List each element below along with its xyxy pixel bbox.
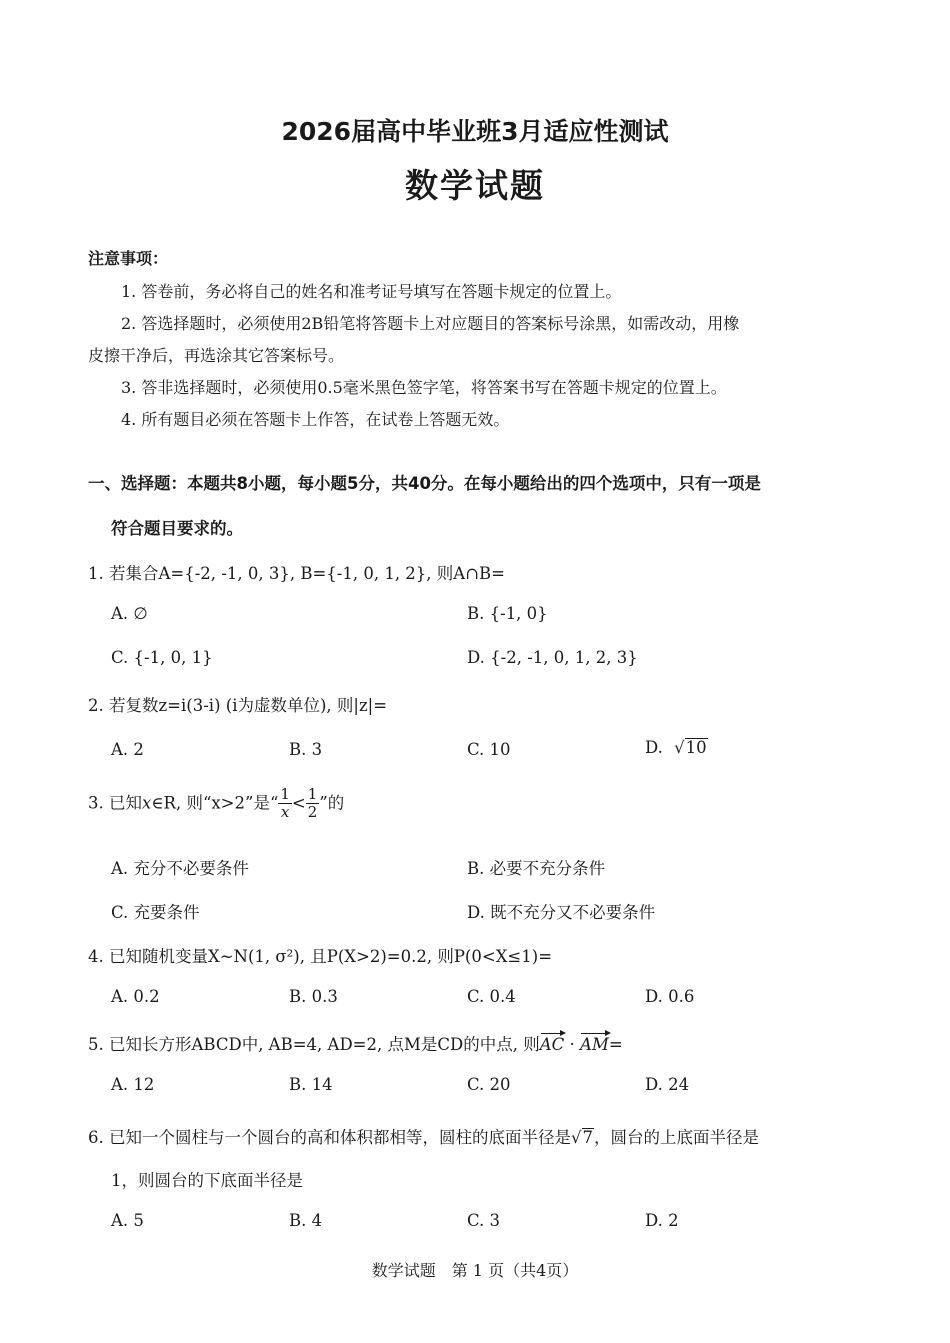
q4-option-a: A. 0.2 — [111, 987, 160, 1006]
q1-option-b: B. {-1, 0} — [467, 604, 548, 623]
question-2: 2. 若复数z=i(3-i) (i为虚数单位), 则|z|= — [88, 696, 388, 715]
q3-fraction-1 — [278, 786, 292, 822]
q6-text-2: ，圆台的上底面半径是 — [594, 1128, 760, 1147]
q4-option-b: B. 0.3 — [289, 987, 338, 1006]
q3-suffix: ”的 — [319, 793, 345, 813]
sqrt-symbol: √ — [674, 738, 685, 757]
q2-option-d-radicand: 10 — [685, 738, 707, 757]
notes-heading: 注意事项： — [88, 249, 169, 268]
q3-option-b: B. 必要不充分条件 — [467, 859, 606, 878]
question-6 — [88, 1124, 759, 1148]
vector-am: AM — [580, 1035, 609, 1054]
q3-condition: ∈R, 则“x>2”是“ — [151, 793, 279, 813]
q4-option-d: D. 0.6 — [645, 987, 695, 1006]
q6-option-d: D. 2 — [645, 1211, 679, 1230]
q5-dot: · — [564, 1035, 581, 1054]
q3-var: x — [142, 793, 152, 813]
question-5 — [88, 1031, 623, 1055]
question-6-cont: 1，则圆台的下底面半径是 — [111, 1171, 303, 1190]
q6-radicand: 7 — [582, 1128, 594, 1147]
question-3 — [88, 786, 344, 822]
q2-option-d — [645, 738, 708, 757]
q6-option-a: A. 5 — [111, 1211, 144, 1230]
note-item-3: 3. 答非选择题时，必须使用0.5毫米黑色签字笔，将答案书写在答题卡规定的位置上。 — [121, 378, 727, 397]
note-item-4: 4. 所有题目必须在答题卡上作答，在试卷上答题无效。 — [121, 410, 510, 429]
exam-title: 2026届高中毕业班3月适应性测试 — [281, 117, 669, 146]
q3-frac1-num: 1 — [280, 785, 290, 803]
question-4: 4. 已知随机变量X~N(1, σ²), 且P(X>2)=0.2, 则P(0<X≤1)= — [88, 947, 553, 966]
q3-lt: < — [291, 793, 306, 813]
q5-option-a: A. 12 — [111, 1075, 155, 1094]
q2-option-a: A. 2 — [111, 740, 144, 759]
q6-option-b: B. 4 — [289, 1211, 323, 1230]
q6-option-c: C. 3 — [467, 1211, 501, 1230]
note-item-1: 1. 答卷前，务必将自己的姓名和准考证号填写在答题卡规定的位置上。 — [121, 282, 622, 301]
question-1: 1. 若集合A={-2, -1, 0, 3}, B={-1, 0, 1, 2}, 则A∩B= — [88, 564, 505, 583]
note-item-2-cont: 皮擦干净后，再选涂其它答案标号。 — [88, 346, 345, 365]
q6-text-1: 6. 已知一个圆柱与一个圆台的高和体积都相等，圆柱的底面半径是 — [88, 1128, 571, 1147]
q5-eq: = — [608, 1035, 623, 1054]
q3-prefix: 3. 已知 — [88, 793, 142, 813]
q1-option-c: C. {-1, 0, 1} — [111, 648, 213, 667]
q3-frac2-num: 1 — [307, 785, 318, 803]
q2-option-d-label: D. — [645, 738, 663, 757]
section-heading-cont: 符合题目要求的。 — [111, 519, 243, 538]
q1-option-d: D. {-2, -1, 0, 1, 2, 3} — [467, 648, 638, 667]
q3-frac1-den: x — [280, 803, 290, 822]
q5-option-d: D. 24 — [645, 1075, 690, 1094]
q5-option-c: C. 20 — [467, 1075, 511, 1094]
vector-ac: AC — [539, 1035, 565, 1054]
q3-fraction-2 — [306, 786, 320, 822]
q2-option-c: C. 10 — [467, 740, 511, 759]
q3-option-c: C. 充要条件 — [111, 903, 200, 922]
q2-option-b: B. 3 — [289, 740, 323, 759]
q5-option-b: B. 14 — [289, 1075, 333, 1094]
q1-option-a: A. ∅ — [111, 604, 148, 623]
note-item-2: 2. 答选择题时，必须使用2B铅笔将答题卡上对应题目的答案标号涂黑，如需改动，用橡 — [121, 314, 740, 333]
q5-text: 5. 已知长方形ABCD中, AB=4, AD=2, 点M是CD的中点, 则 — [88, 1035, 540, 1054]
sqrt-symbol: √ — [571, 1128, 582, 1147]
q3-option-a: A. 充分不必要条件 — [111, 859, 249, 878]
page-footer: 数学试题 第 1 页（共4页） — [371, 1261, 579, 1280]
q4-option-c: C. 0.4 — [467, 987, 516, 1006]
section-heading: 一、选择题：本题共8小题，每小题5分，共40分。在每小题给出的四个选项中，只有一项是 — [88, 474, 761, 493]
q3-option-d: D. 既不充分又不必要条件 — [467, 903, 656, 922]
subject-title: 数学试题 — [405, 166, 545, 205]
q3-frac2-den: 2 — [307, 803, 318, 822]
